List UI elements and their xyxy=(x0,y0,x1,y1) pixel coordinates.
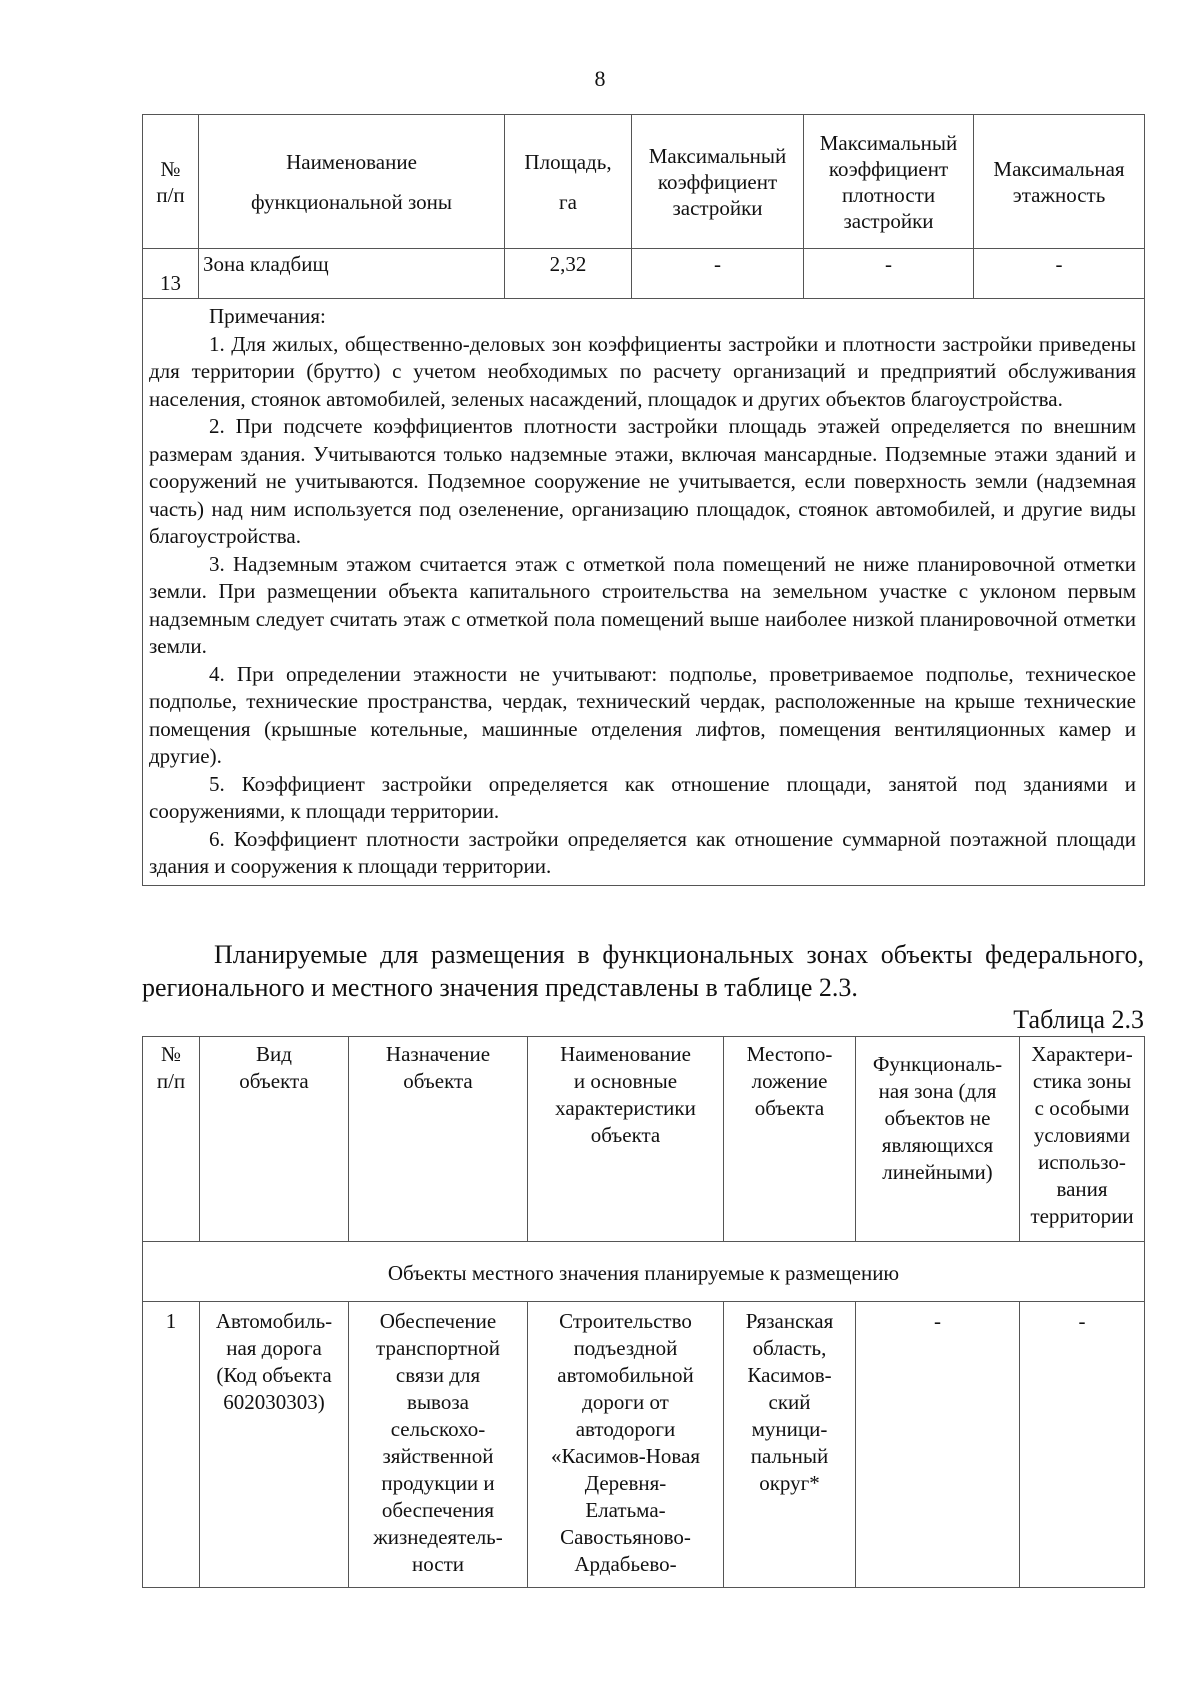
functional-zones-table xyxy=(142,114,1145,886)
cell-zone-name: Зона кладбищ xyxy=(199,249,505,299)
column-header-max-build-coefficient: Максимальный коэффициент застройки xyxy=(632,115,804,249)
cell-functional-zone: - xyxy=(856,1302,1020,1588)
cell-area: 2,32 xyxy=(505,249,632,299)
cell-number: 13 xyxy=(143,249,199,299)
column-header-number: № п/п xyxy=(143,115,199,249)
cell-max-density-coefficient: - xyxy=(804,249,974,299)
cell-object-purpose: Обеспечение транспортной связи для вывоза сельскохо- зяйственной продукции и обеспечения жизнедеятель- ности xyxy=(349,1302,528,1588)
notes-row xyxy=(143,299,1145,886)
note-item: 1. Для жилых, общественно-деловых зон коэффициенты застройки и плотности застройки приведены для территории (брутто) с учетом необходимых по расчету организаций и предприятий обслуживания населения, стоянок автомобилей, зеленых насаждений, площадок и других объектов благоустройства. xyxy=(149,331,1136,411)
cell-number: 1 xyxy=(143,1302,200,1588)
cell-object-type: Автомобиль- ная дорога (Код объекта 602030303) xyxy=(200,1302,349,1588)
note-item: 2. При подсчете коэффициентов плотности застройки площадь этажей определяется по внешним размерам здания. Учитываются только надземные этажи, включая мансардные. Подземные этажи зданий и сооружений не учитываются. Подземное сооружение не учитывается, если поверхность земли (надземная часть) над ним используется под озеленение, организацию площадок, стоянок автомобилей, и другие виды благоустройства. xyxy=(149,414,1136,548)
note-item: 3. Надземным этажом считается этаж с отметкой пола помещений не ниже планировочной отметки земли. При размещении объекта капитального строительства на земельном участке с уклоном первым надземным следует считать этаж с отметкой пола помещений выше наиболее низкой планировочной отметки земли. xyxy=(149,551,1136,658)
column-header-object-type: Вид объекта xyxy=(200,1037,349,1242)
column-header-special-zone: Характери- стика зоны с особыми условиями использо- вания территории xyxy=(1020,1037,1145,1242)
column-header-location: Местопо- ложение объекта xyxy=(724,1037,856,1242)
note-item: 4. При определении этажности не учитывают: подполье, проветриваемое подполье, техническое подполье, технические пространства, чердак, технический чердак, расположенные на крыше технические помещения (крышные котельные, машинные отделения лифтов, помещения вентиляционных камер и другие). xyxy=(149,661,1136,768)
table-row xyxy=(143,1302,1145,1588)
column-header-functional-zone: Функциональ- ная зона (для объектов не являющихся линейными) xyxy=(856,1037,1020,1242)
intro-paragraph: Планируемые для размещения в функциональных зонах объекты федерального, регионального и местного значения представлены в таблице 2.3. xyxy=(142,940,1144,1002)
table-row xyxy=(143,249,1145,299)
column-header-number: № п/п xyxy=(143,1037,200,1242)
column-header-max-density-coefficient: Максимальный коэффициент плотности застройки xyxy=(804,115,974,249)
column-header-zone-name: Наименование функциональной зоны xyxy=(199,115,505,249)
cell-special-zone: - xyxy=(1020,1302,1145,1588)
section-title: Объекты местного значения планируемые к размещению xyxy=(143,1242,1145,1302)
cell-max-floors: - xyxy=(974,249,1145,299)
table-header-row xyxy=(143,115,1145,249)
cell-location: Рязанская область, Касимов- ский муници- пальный округ* xyxy=(724,1302,856,1588)
notes-cell xyxy=(143,299,1145,886)
column-header-object-name: Наименование и основные характеристики объекта xyxy=(528,1037,724,1242)
planned-objects-table xyxy=(142,1036,1145,1588)
table-caption: Таблица 2.3 xyxy=(1013,1005,1144,1034)
column-header-object-purpose: Назначение объекта xyxy=(349,1037,528,1242)
cell-max-build-coefficient: - xyxy=(632,249,804,299)
column-header-max-floors: Максимальная этажность xyxy=(974,115,1145,249)
column-header-area: Площадь, га xyxy=(505,115,632,249)
cell-object-name: Строительство подъездной автомобильной дороги от автодороги «Касимов-Новая Деревня- Елатьма- Савостьяново- Ардабьево- xyxy=(528,1302,724,1588)
note-item: 6. Коэффициент плотности застройки определяется как отношение суммарной поэтажной площади здания и сооружения к площади территории. xyxy=(149,826,1136,878)
page-number: 8 xyxy=(594,66,606,91)
table-header-row xyxy=(143,1037,1145,1242)
section-row xyxy=(143,1242,1145,1302)
notes-title: Примечания: xyxy=(209,304,326,328)
note-item: 5. Коэффициент застройки определяется как отношение площади, занятой под зданиями и сооружениями, к площади территории. xyxy=(149,771,1136,823)
